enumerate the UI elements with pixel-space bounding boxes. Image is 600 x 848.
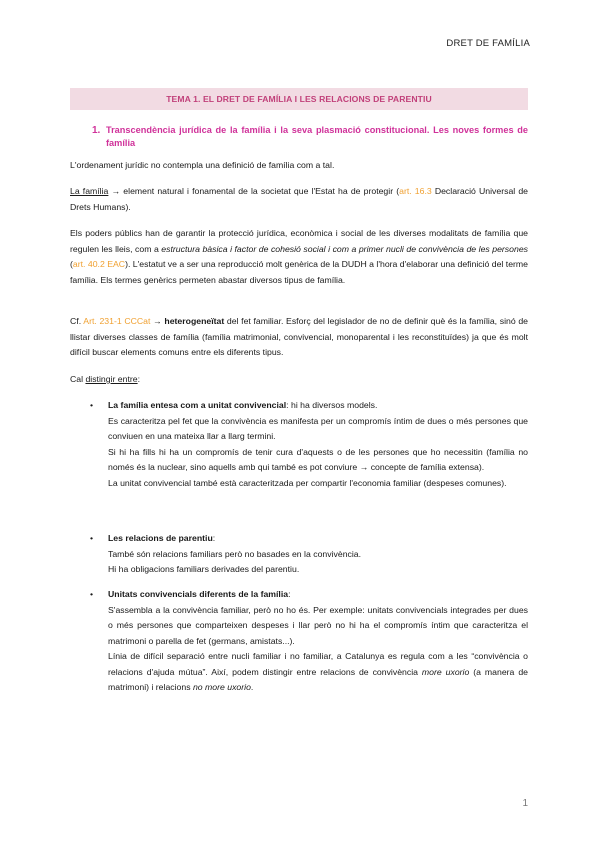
paragraph-1: L'ordenament jurídic no contempla una definició de família com a tal. — [70, 160, 335, 170]
p4-a: Cf. — [70, 316, 84, 326]
bullet-1-line-1: Es caracteritza pel fet que la convivència es manifesta per un compromís íntim de dues o més persones que conviuen en una mateixa llar a llarg termini. — [108, 415, 528, 441]
bullet-1-head: La família entesa com a unitat convivencial: hi ha diversos models. — [108, 400, 378, 410]
term-familia: La família — [70, 186, 109, 196]
bullet-2-line-2: Hi ha obligacions familiars derivades del parentiu. — [108, 564, 300, 574]
p5-underline: distingir entre — [85, 374, 138, 384]
bullet-3-line-2: Línia de difícil separació entre nucli familiar i no familiar, a Catalunya es regula com a les “convivència o relacions d'ajuda mútua”. Així, podem distingir entre relacions de convivència more uxorio (a manera de matrimoni) i relacions no more uxorio. — [108, 651, 528, 692]
bullet-item-2 — [70, 531, 528, 578]
bullet-item-3 — [70, 587, 528, 696]
bullet-dot-icon: • — [90, 400, 94, 410]
page-number: 1 — [522, 798, 528, 809]
paragraph-4 — [70, 314, 528, 361]
p4-c: del fet familiar. Esforç del legislador de no de definir què és la família, sinó de llistar diverses classes de família (família matrimonial, convivencial, monoparental i les reconstituïdes) ja que és molt difícil buscar elements comuns entre els diferents tipus. — [70, 316, 528, 357]
p3-c: ). L'estatut ve a ser una reproducció molt genèrica de la DUDH a l'hora d'elaborar una definició del terme família. Els termes genèrics permeten abastar diversos tipus de família. — [70, 259, 528, 285]
bullet-1-line-2: Si hi ha fills hi ha un compromís de tenir cura d'aquests o de les persones que ho necessitin (família no només és la nuclear, sino aquells amb qui també es pot conviure → concepte de família extensa). — [108, 446, 528, 472]
p2-text: → element natural i fonamental de la societat que l'Estat ha de protegir ( — [108, 186, 400, 196]
section-number: 1. — [92, 125, 101, 136]
bullet-1-line-3: La unitat convivencial també està caracteritzada per compartir l'economia familiar (despeses comunes). — [108, 477, 507, 488]
ref-art-40-2: art. 40.2 EAC — [72, 259, 126, 269]
p3-b: ( — [70, 259, 73, 269]
bullet-2-head: Les relacions de parentiu: — [108, 533, 216, 543]
paragraph-2 — [70, 184, 528, 215]
p2-text2: Declaració Universal de Drets Humans). — [70, 186, 528, 212]
section-heading-text: Transcendència jurídica de la família i la seva plasmació constitucional. Les noves formes de família — [106, 125, 528, 148]
running-header: DRET DE FAMÍLIA — [446, 38, 530, 49]
ref-art-16-3: art. 16.3 — [399, 186, 432, 196]
bullet-dot-icon: • — [90, 533, 94, 543]
p5-a: Cal — [70, 374, 86, 384]
chapter-title — [70, 88, 528, 110]
ref-art-231-1: Art. 231-1 CCCat — [83, 316, 151, 326]
paragraph-3 — [70, 226, 528, 288]
p4-b: → — [150, 316, 165, 326]
more-uxorio: more uxorio — [421, 666, 470, 677]
p3-a: Els poders públics han de garantir la protecció jurídica, econòmica i social de les diverses modalitats de família que regulen les lleis, com a — [70, 228, 528, 254]
p5-b: : — [137, 374, 141, 384]
bullet-item-1 — [70, 398, 528, 491]
p3-italic: estructura bàsica i factor de cohesió social i com a primer nucli de convivència de les persones — [161, 243, 528, 254]
chapter-title-text: TEMA 1. EL DRET DE FAMÍLIA I LES RELACIONS DE PARENTIU — [166, 94, 432, 104]
section-heading — [92, 124, 528, 150]
no-more-uxorio: no more uxorio — [192, 682, 251, 692]
bullet-3-head: Unitats convivencials diferents de la família: — [108, 589, 291, 599]
bullet-3-line-1: S'assembla a la convivència familiar, però no ho és. Per exemple: unitats convivencials integrades per dues o més persones que comparteixen despeses i llar però no hi ha el compromís íntim que caracteritza el matrimoni o parella de fet (germans, amistats...). — [108, 604, 528, 646]
bullet-2-line-1: També són relacions familiars però no basades en la convivència. — [108, 548, 362, 559]
paragraph-5 — [70, 372, 528, 388]
p4-bold: heterogeneïtat — [164, 316, 225, 326]
bullet-dot-icon: • — [90, 589, 94, 599]
